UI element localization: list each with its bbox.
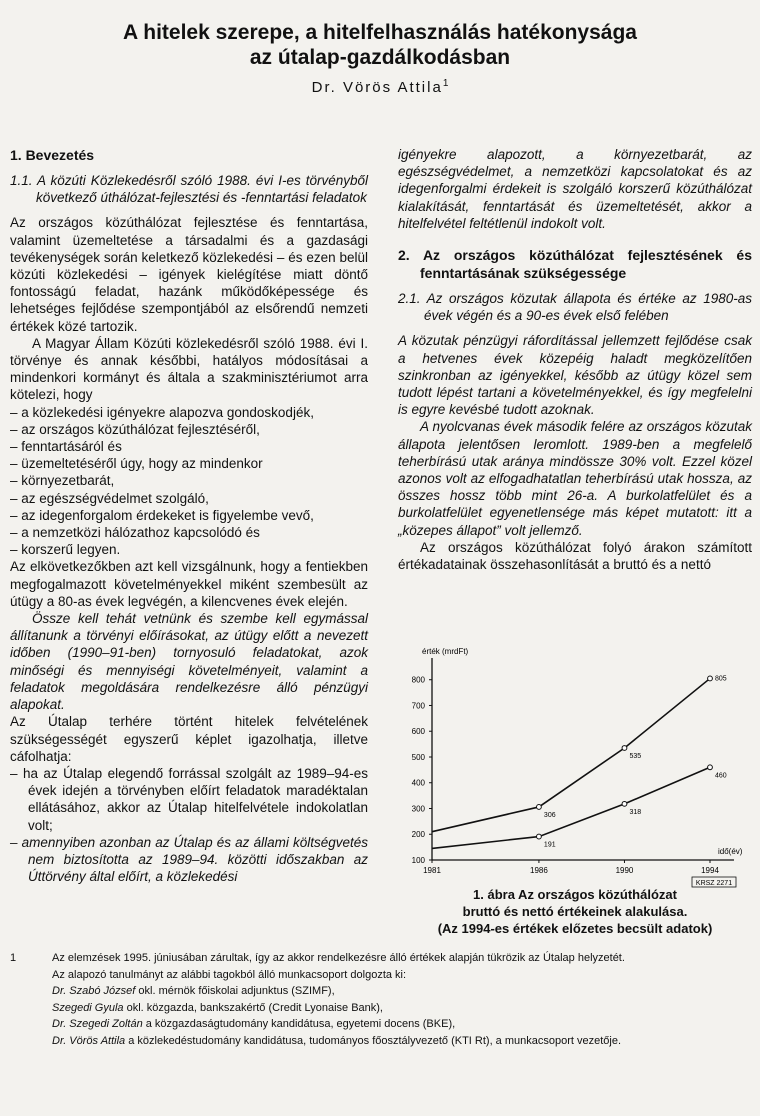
footnote <box>10 950 750 1049</box>
left-paragraph-3: Az elkövetkezőkben azt kell vizsgálnunk, hogy a fentiekben megfogalmazott követelményekkel miként szembesült az útügy a 80-as évek legvégén, a kilencvenes évek elején. <box>10 559 368 609</box>
data-label: 318 <box>629 808 642 816</box>
title-line-1: A hitelek szerepe, a hitelfelhasználás hatékonysága <box>123 21 637 44</box>
footnote-member <box>10 1016 750 1033</box>
x-tick-label: 1981 <box>423 866 441 875</box>
stamp-label: KRSZ 2271 <box>695 880 733 887</box>
member-name: Dr. Szegedi Zoltán <box>52 1018 143 1030</box>
member-role: a közlekedéstudomány kandidátusa, tudományos főosztályvezető (KTI Rt), a munkacsoport vezetője. <box>125 1034 622 1047</box>
caption-line-2: bruttó és nettó értékeinek alakulása. <box>462 904 688 919</box>
value-chart-svg <box>398 644 752 888</box>
list-item: – a nemzetközi hálózathoz kapcsolódó és <box>10 525 260 541</box>
obligations-list <box>10 404 368 559</box>
data-label: 805 <box>715 675 727 683</box>
condition-item-2: – amennyiben azonban az Útalap és az állami költségvetés nem biztosította az 1989–94. közötti időszakban az Úttörvény által előírt, a közlekedési <box>10 834 368 885</box>
figure-caption <box>398 886 752 937</box>
caption-line-1: 1. ábra Az országos közúthálózat <box>473 887 677 902</box>
data-point <box>622 746 627 751</box>
x-tick-label: 1994 <box>701 866 719 875</box>
y-tick-label: 300 <box>411 804 425 814</box>
right-column <box>398 146 752 573</box>
member-role: okl. mérnök főiskolai adjunktus (SZIMF), <box>135 985 335 997</box>
author-line <box>0 78 760 96</box>
y-tick-label: 800 <box>411 675 425 685</box>
data-point <box>708 765 713 770</box>
list-item: – fenntartásáról és <box>10 439 122 455</box>
footnote-member <box>10 983 750 1000</box>
left-column <box>10 146 368 885</box>
right-paragraph-1: A közutak pénzügyi ráfordítással jellemzett fejlődése csak a hetvenes évek közepéig haladt megközelítően szinkronban az igényekkel, később az útügy közel sem tudott lépést tartani a követelményekkel, és így megfelelni is egyre kevésbé tudott azoknak. <box>398 333 752 418</box>
y-tick-label: 500 <box>411 752 425 762</box>
data-point <box>708 676 713 681</box>
y-tick-label: 400 <box>411 778 425 788</box>
section-2-heading: 2. Az országos közúthálózat fejlesztésének és fenntartásának szükségessége <box>398 247 752 282</box>
right-paragraph-3: Az országos közúthálózat folyó árakon számított értékadatainak összehasonlítását a bruttó és a nettó <box>398 539 752 573</box>
left-paragraph-1: Az országos közúthálózat fejlesztése és fenntartása, valamint üzemeltetése a társadalmi és a gazdasági tevékenységek során keletkező közlekedési – és ezen belül közúti közlekedési – igények kielégítése miatt döntő fontosságú feladat, hazánk működőképessége és lehetséges fejlődése szempontjából az elsőrendű nemzeti értékek közé tartozik. <box>10 215 368 334</box>
data-point <box>537 805 542 810</box>
y-tick-label: 200 <box>411 830 425 840</box>
member-name: Dr. Szabó József <box>52 985 136 997</box>
footnote-line-1: Az elemzések 1995. júniusában zárultak, így az akkor rendelkezésre álló értékek alapján tükrözik az Útalap helyzetét. <box>52 952 625 964</box>
footnote-line-2: Az alapozó tanulmányt az alábbi tagokból álló munkacsoport dolgozta ki: <box>52 968 407 981</box>
subsection-2-1: 2.1. Az országos közutak állapota és értéke az 1980-as évek végén és a 90-es évek első felében <box>398 291 752 324</box>
y-tick-label: 100 <box>411 856 425 865</box>
list-item: – korszerű legyen. <box>10 542 121 558</box>
article-title <box>0 20 760 70</box>
data-label: 460 <box>715 772 727 780</box>
x-tick-label: 1990 <box>615 866 634 875</box>
author-footnote-mark: 1 <box>442 78 449 89</box>
section-1-heading: 1. Bevezetés <box>10 147 95 163</box>
left-paragraph-2: A Magyar Állam Közúti közlekedésről szóló 1988. évi I. törvénye és annak későbbi, hatályos módosításai a mindenkori kormányt és általa a szakminisztériumot arra kötelezi, hogy <box>10 335 368 403</box>
series-line <box>432 767 710 848</box>
data-label: 306 <box>543 811 556 819</box>
member-name: Szegedi Gyula <box>52 1001 124 1014</box>
list-item: – a közlekedési igényekre alapozva gondoskodjék, <box>10 404 314 420</box>
list-item: – üzemeltetéséről úgy, hogy az mindenkor <box>10 456 263 472</box>
series-line <box>432 678 710 831</box>
member-name: Dr. Vörös Attila <box>52 1034 126 1047</box>
left-paragraph-4: Össze kell tehát vetnünk és szembe kell egymással állítanunk a törvényi előírásokat, az útügy előtt a nevezett időben (1990–91-ben) tornyosuló feladatokat, azok minőségi és mennyiségi követelményeit, valamint a feladatok megoldására rendelkezésre álló pénzügyi alapokat. <box>10 611 368 713</box>
left-paragraph-5: Az Útalap terhére történt hitelek felvételének szükségességét egyszerű képlet igazolhatja, illetve cáfolhatja: <box>10 714 368 764</box>
list-item: – környezetbarát, <box>10 473 115 489</box>
data-label: 535 <box>629 752 642 760</box>
y-axis-label: érték (mrdFt) <box>422 647 469 656</box>
list-item: – az országos közúthálózat fejlesztéséről, <box>10 421 260 437</box>
footnote-member <box>10 1000 750 1017</box>
author-name: Dr. Vörös Attila <box>311 79 443 96</box>
member-role: a közgazdaságtudomány kandidátusa, egyetemi docens (BKE), <box>142 1018 456 1030</box>
right-continuation: igényekre alapozott, a környezetbarát, az egészségvédelmet, a nemzetközi kapcsolatokat és az idegenforgalmi érdekeit is szolgáló korszerű közúthálózat kialakítását, fenntartását és üzemeltetését, akkor a hitelfelvétel feltétlenül indokolt volt. <box>398 147 752 231</box>
footnote-member <box>10 1033 750 1050</box>
data-point <box>537 834 542 839</box>
data-point <box>622 801 627 806</box>
title-line-2: az útalap-gazdálkodásban <box>249 46 511 69</box>
member-role: okl. közgazda, bankszakértő (Credit Lyonaise Bank), <box>123 1001 383 1014</box>
list-item: – az egészségvédelmet szolgáló, <box>10 490 209 506</box>
subsection-1-1: 1.1. A közúti Közlekedésről szóló 1988. évi I-es törvényből következő úthálózat-fejlesztési és -fenntartási feladatok <box>10 173 368 206</box>
x-tick-label: 1986 <box>530 866 548 875</box>
x-axis-label: idő(év) <box>718 847 743 856</box>
right-paragraph-2: A nyolcvanas évek második felére az országos közutak állapota jelentősen leromlott. 1989-ben a megfelelő teherbírású utak aránya mindössze 30% volt. Ezzel közel azonos volt az elfogadhatatlan teherbírású utak hossza, az összes hossz több mint 26-a. A burkolatfelület és a burkolatfelület egyenetlensége más képet mutatott: itt a „közepes állapot” volt jellemző. <box>398 419 752 538</box>
y-tick-label: 700 <box>411 701 425 711</box>
y-tick-label: 600 <box>411 727 425 737</box>
list-item: – az idegenforgalom érdekeket is figyelembe vevő, <box>10 507 314 523</box>
footnote-number: 1 <box>10 952 17 964</box>
condition-item-1: – ha az Útalap elegendő forrással szolgált az 1989–94-es évek idején a törvényben előírt feladatok maradéktalan ellátásához, akkor az Útalap hitelfelvétele indokolatlan volt; <box>10 765 368 833</box>
value-chart <box>398 644 752 888</box>
data-label: 191 <box>543 841 556 849</box>
caption-line-3: (Az 1994-es értékek előzetes becsült adatok) <box>437 921 713 936</box>
